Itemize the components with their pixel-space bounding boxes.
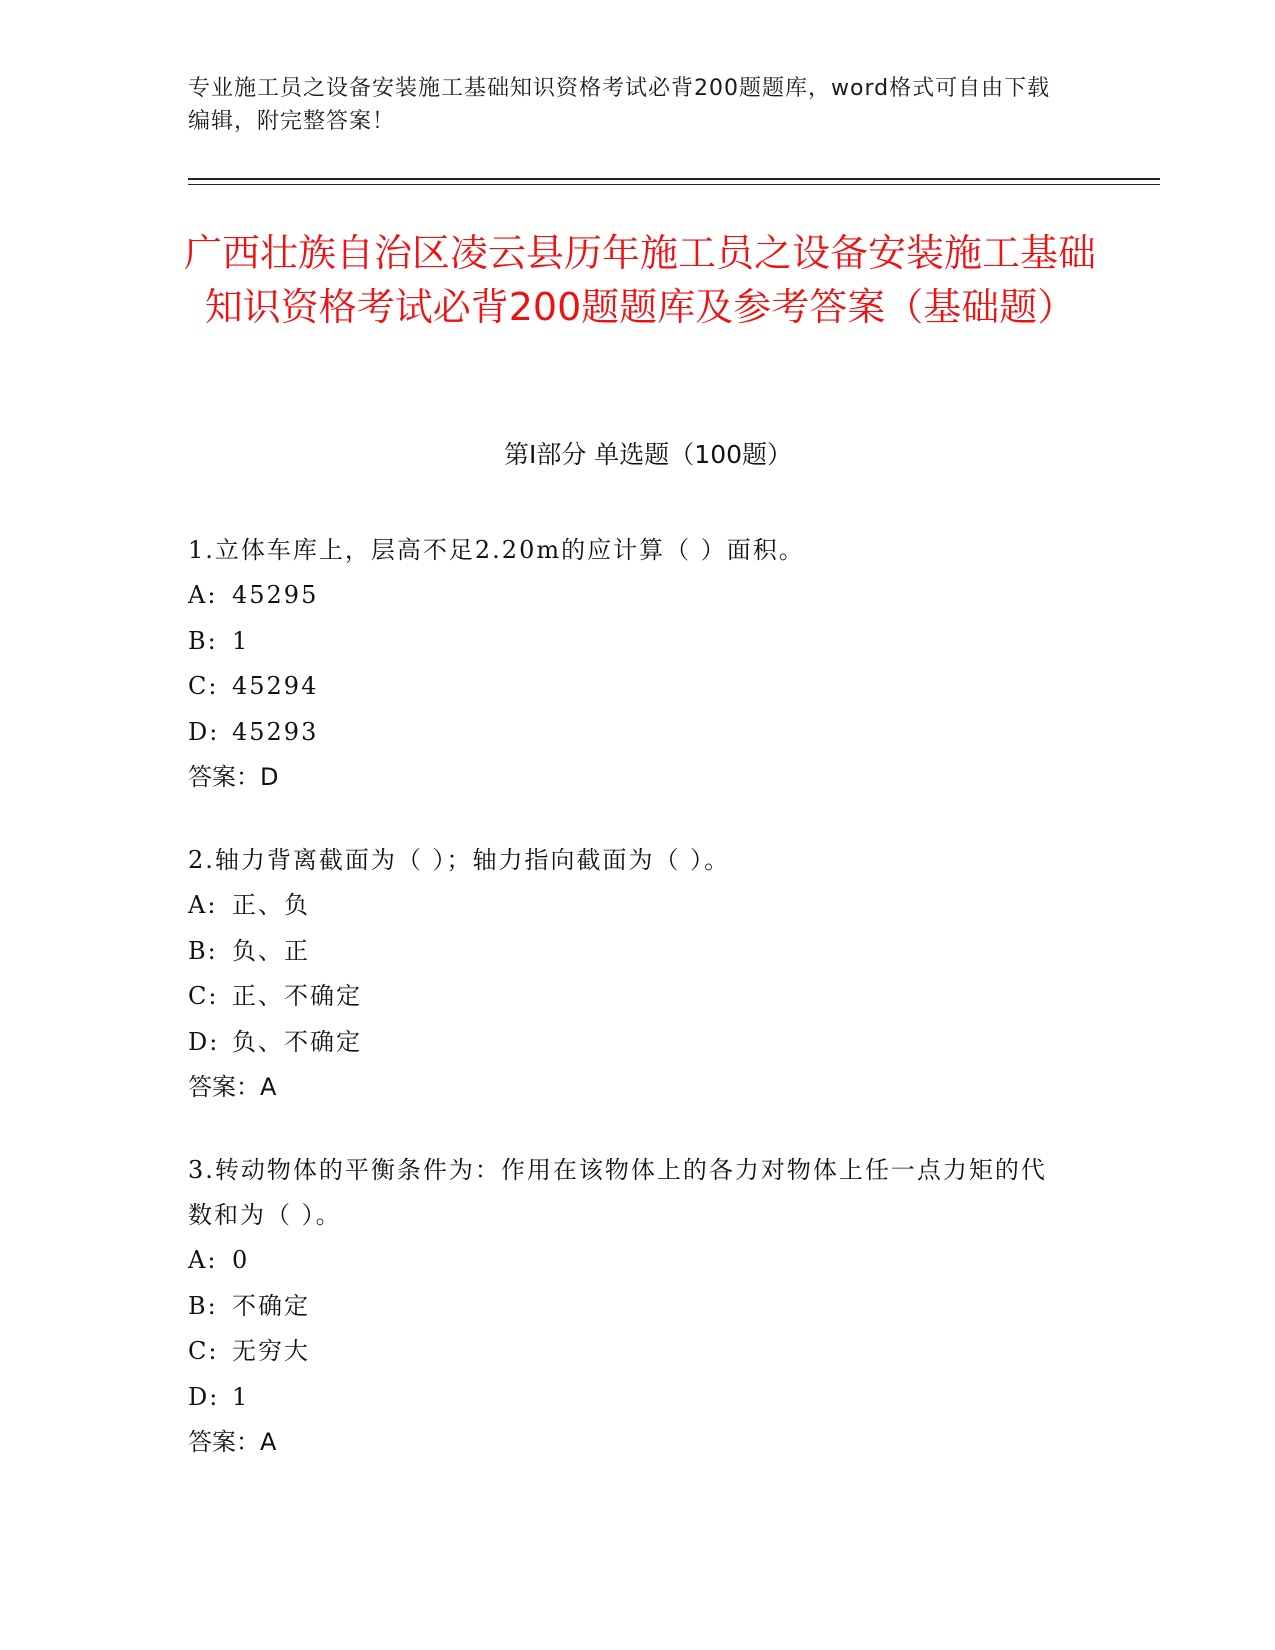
option-text: 1: [232, 626, 250, 655]
option-label: C:: [188, 672, 219, 700]
question-3: [188, 1148, 1068, 1465]
option-d: [188, 1375, 1068, 1421]
option-a: [188, 1238, 1068, 1284]
option-text: 45293: [232, 717, 319, 746]
option-b: [188, 1284, 1068, 1330]
option-label: A:: [188, 1246, 218, 1274]
answer-line: 答案：A: [188, 1073, 277, 1101]
option-label: D:: [188, 1382, 220, 1411]
option-text: 负、正: [232, 936, 310, 965]
option-text: 正、不确定: [232, 982, 362, 1010]
question-stem: 2.轴力背离截面为（ ）；轴力指向截面为（ ）。: [188, 846, 731, 874]
option-d: [188, 1020, 1068, 1066]
option-label: A:: [188, 891, 218, 919]
question-2: [188, 838, 1068, 1110]
question-1: [188, 528, 1068, 800]
option-b: [188, 619, 1068, 665]
question-stem: 1.立体车库上，层高不足2.20m的应计算（ ）面积。: [188, 536, 805, 564]
header-note: 专业施工员之设备安装施工基础知识资格考试必背200题题库，word格式可自由下载编辑，附完整答案！: [188, 76, 1051, 134]
question-list: [188, 528, 1068, 1503]
option-text: 1: [232, 1382, 250, 1411]
option-text: 45295: [232, 581, 319, 609]
option-label: C:: [188, 982, 219, 1010]
option-b: [188, 929, 1068, 975]
option-a: [188, 883, 1068, 929]
header-rule-thin: [188, 184, 1160, 185]
option-label: D:: [188, 717, 220, 746]
option-text: 45294: [232, 672, 319, 700]
option-text: 0: [232, 1246, 250, 1274]
option-label: B:: [188, 626, 218, 655]
option-text: 不确定: [232, 1291, 310, 1320]
question-stem: 3.转动物体的平衡条件为：作用在该物体上的各力对物体上任一点力矩的代数和为（ ）。: [188, 1156, 1047, 1229]
option-label: A:: [188, 581, 218, 609]
option-label: C:: [188, 1337, 219, 1365]
option-a: [188, 573, 1068, 619]
header-rule-thick: [188, 178, 1160, 180]
option-c: [188, 664, 1068, 710]
option-label: D:: [188, 1027, 220, 1056]
answer-line: 答案：D: [188, 763, 279, 791]
option-d: [188, 710, 1068, 756]
option-text: 负、不确定: [232, 1027, 362, 1056]
section-title: 第Ⅰ部分 单选题（100题）: [503, 440, 793, 469]
option-label: B:: [188, 1291, 218, 1320]
option-text: 无穷大: [232, 1337, 310, 1365]
answer-line: 答案：A: [188, 1428, 277, 1456]
document-title: 广西壮族自治区凌云县历年施工员之设备安装施工基础知识资格考试必背200题题库及参考答案（基础题）: [183, 231, 1096, 329]
option-c: [188, 1329, 1068, 1375]
option-label: B:: [188, 936, 218, 965]
option-text: 正、负: [232, 891, 310, 919]
option-c: [188, 974, 1068, 1020]
